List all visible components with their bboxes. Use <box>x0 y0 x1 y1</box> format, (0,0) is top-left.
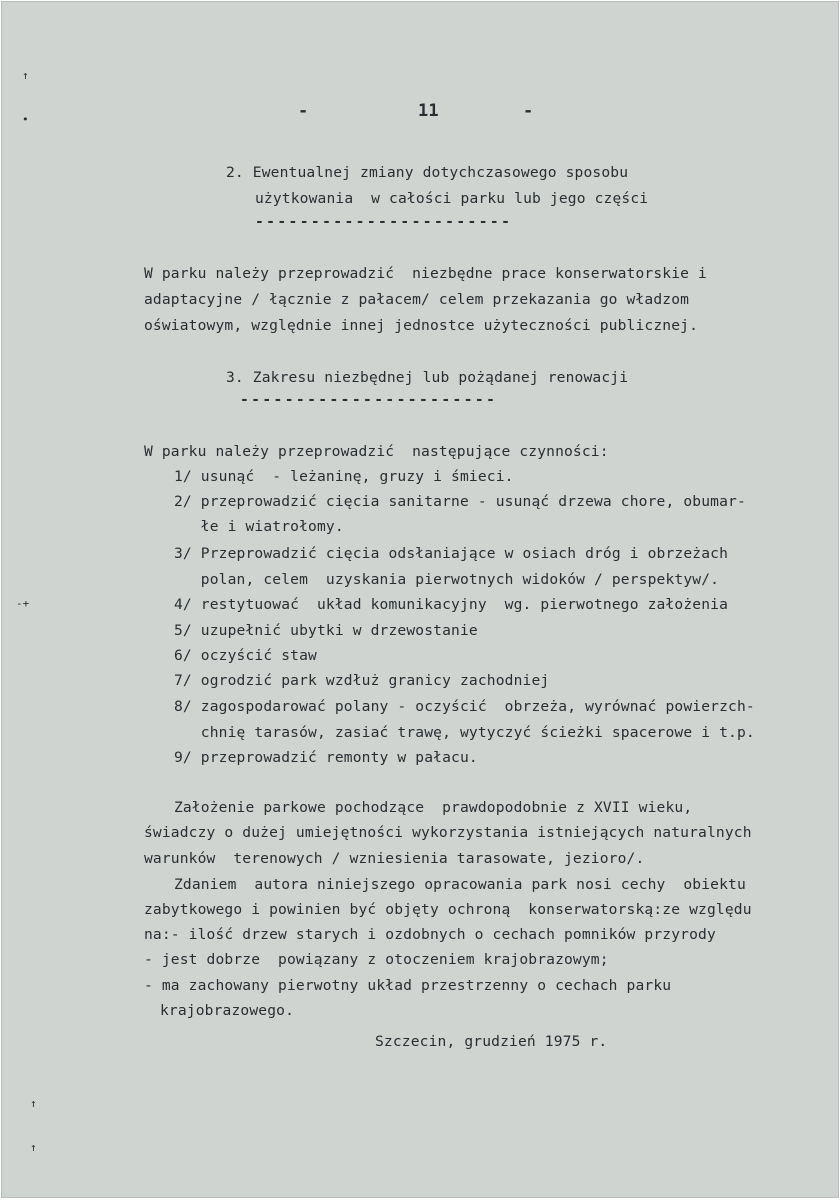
conclusion-line: Zdaniem autora niniejszego opracowania park nosi cechy obiektu <box>174 876 746 893</box>
conclusion-line: - jest dobrze powiązany z otoczeniem krajobrazowym; <box>144 951 609 968</box>
renovation-list-item: 5/ uzupełnić ubytki w drzewostanie <box>174 622 478 639</box>
left-margin-mark: ↑ <box>30 1141 37 1154</box>
renovation-list-item: 7/ ogrodzić park wzdłuż granicy zachodniej <box>174 672 550 689</box>
section2-heading-line2: użytkowania w całości parku lub jego części <box>255 190 649 207</box>
document-page <box>1 1 839 1198</box>
conclusion-line: Założenie parkowe pochodzące prawdopodobnie z XVII wieku, <box>174 799 693 816</box>
left-margin-mark: ↑ <box>30 1097 37 1110</box>
page-number: 11 <box>418 101 439 121</box>
header-dash-left: - <box>298 101 309 121</box>
renovation-list-item: 9/ przeprowadzić remonty w pałacu. <box>174 749 478 766</box>
conclusion-line: warunków terenowych / wzniesienia tarasowate, jezioro/. <box>144 850 645 867</box>
place-and-date: Szczecin, grudzień 1975 r. <box>375 1033 608 1050</box>
left-margin-mark: ↑ <box>22 69 29 82</box>
renovation-list-item: łe i wiatrołomy. <box>174 518 344 535</box>
header-dash-right: - <box>523 101 534 121</box>
renovation-list-item: 2/ przeprowadzić cięcia sanitarne - usunąć drzewa chore, obumar- <box>174 493 746 510</box>
conclusion-line: - ma zachowany pierwotny układ przestrzenny o cechach parku <box>144 977 672 994</box>
renovation-list-item: 4/ restytuować układ komunikacyjny wg. pierwotnego założenia <box>174 596 729 613</box>
left-margin-mark: • <box>22 113 29 126</box>
section3-heading: 3. Zakresu niezbędnej lub pożądanej renowacji <box>226 369 629 386</box>
conclusion-line: na:- ilość drzew starych i ozdobnych o cechach pomników przyrody <box>144 926 716 943</box>
conclusion-line: świadczy o dużej umiejętności wykorzystania istniejących naturalnych <box>144 824 752 841</box>
renovation-list-item: polan, celem uzyskania pierwotnych widoków / perspektyw/. <box>174 571 720 588</box>
renovation-list-item: 6/ oczyścić staw <box>174 647 317 664</box>
left-margin-mark: -+ <box>16 597 30 610</box>
section3-rule: ----------------------- <box>240 391 498 408</box>
renovation-list-item: 8/ zagospodarować polany - oczyścić obrzeża, wyrównać powierzch- <box>174 698 755 715</box>
renovation-list-item: chnię tarasów, zasiać trawę, wytyczyć ścieżki spacerowe i t.p. <box>174 724 755 741</box>
section2-paragraph-line: adaptacyjne / łącznie z pałacem/ celem przekazania go władzom <box>144 291 690 308</box>
section2-paragraph-line: oświatowym, względnie innej jednostce użyteczności publicznej. <box>144 317 699 334</box>
renovation-list-item: 1/ usunąć - leżaninę, gruzy i śmieci. <box>174 468 514 485</box>
section3-intro: W parku należy przeprowadzić następujące czynności: <box>144 443 609 460</box>
section2-heading-line1: 2. Ewentualnej zmiany dotychczasowego sposobu <box>226 164 629 181</box>
section2-paragraph-line: W parku należy przeprowadzić niezbędne prace konserwatorskie i <box>144 265 707 282</box>
section2-rule: ----------------------- <box>255 213 513 230</box>
renovation-list-item: 3/ Przeprowadzić cięcia odsłaniające w osiach dróg i obrzeżach <box>174 545 729 562</box>
conclusion-line: krajobrazowego. <box>160 1002 295 1019</box>
conclusion-line: zabytkowego i powinien być objęty ochroną konserwatorską:ze względu <box>144 901 752 918</box>
